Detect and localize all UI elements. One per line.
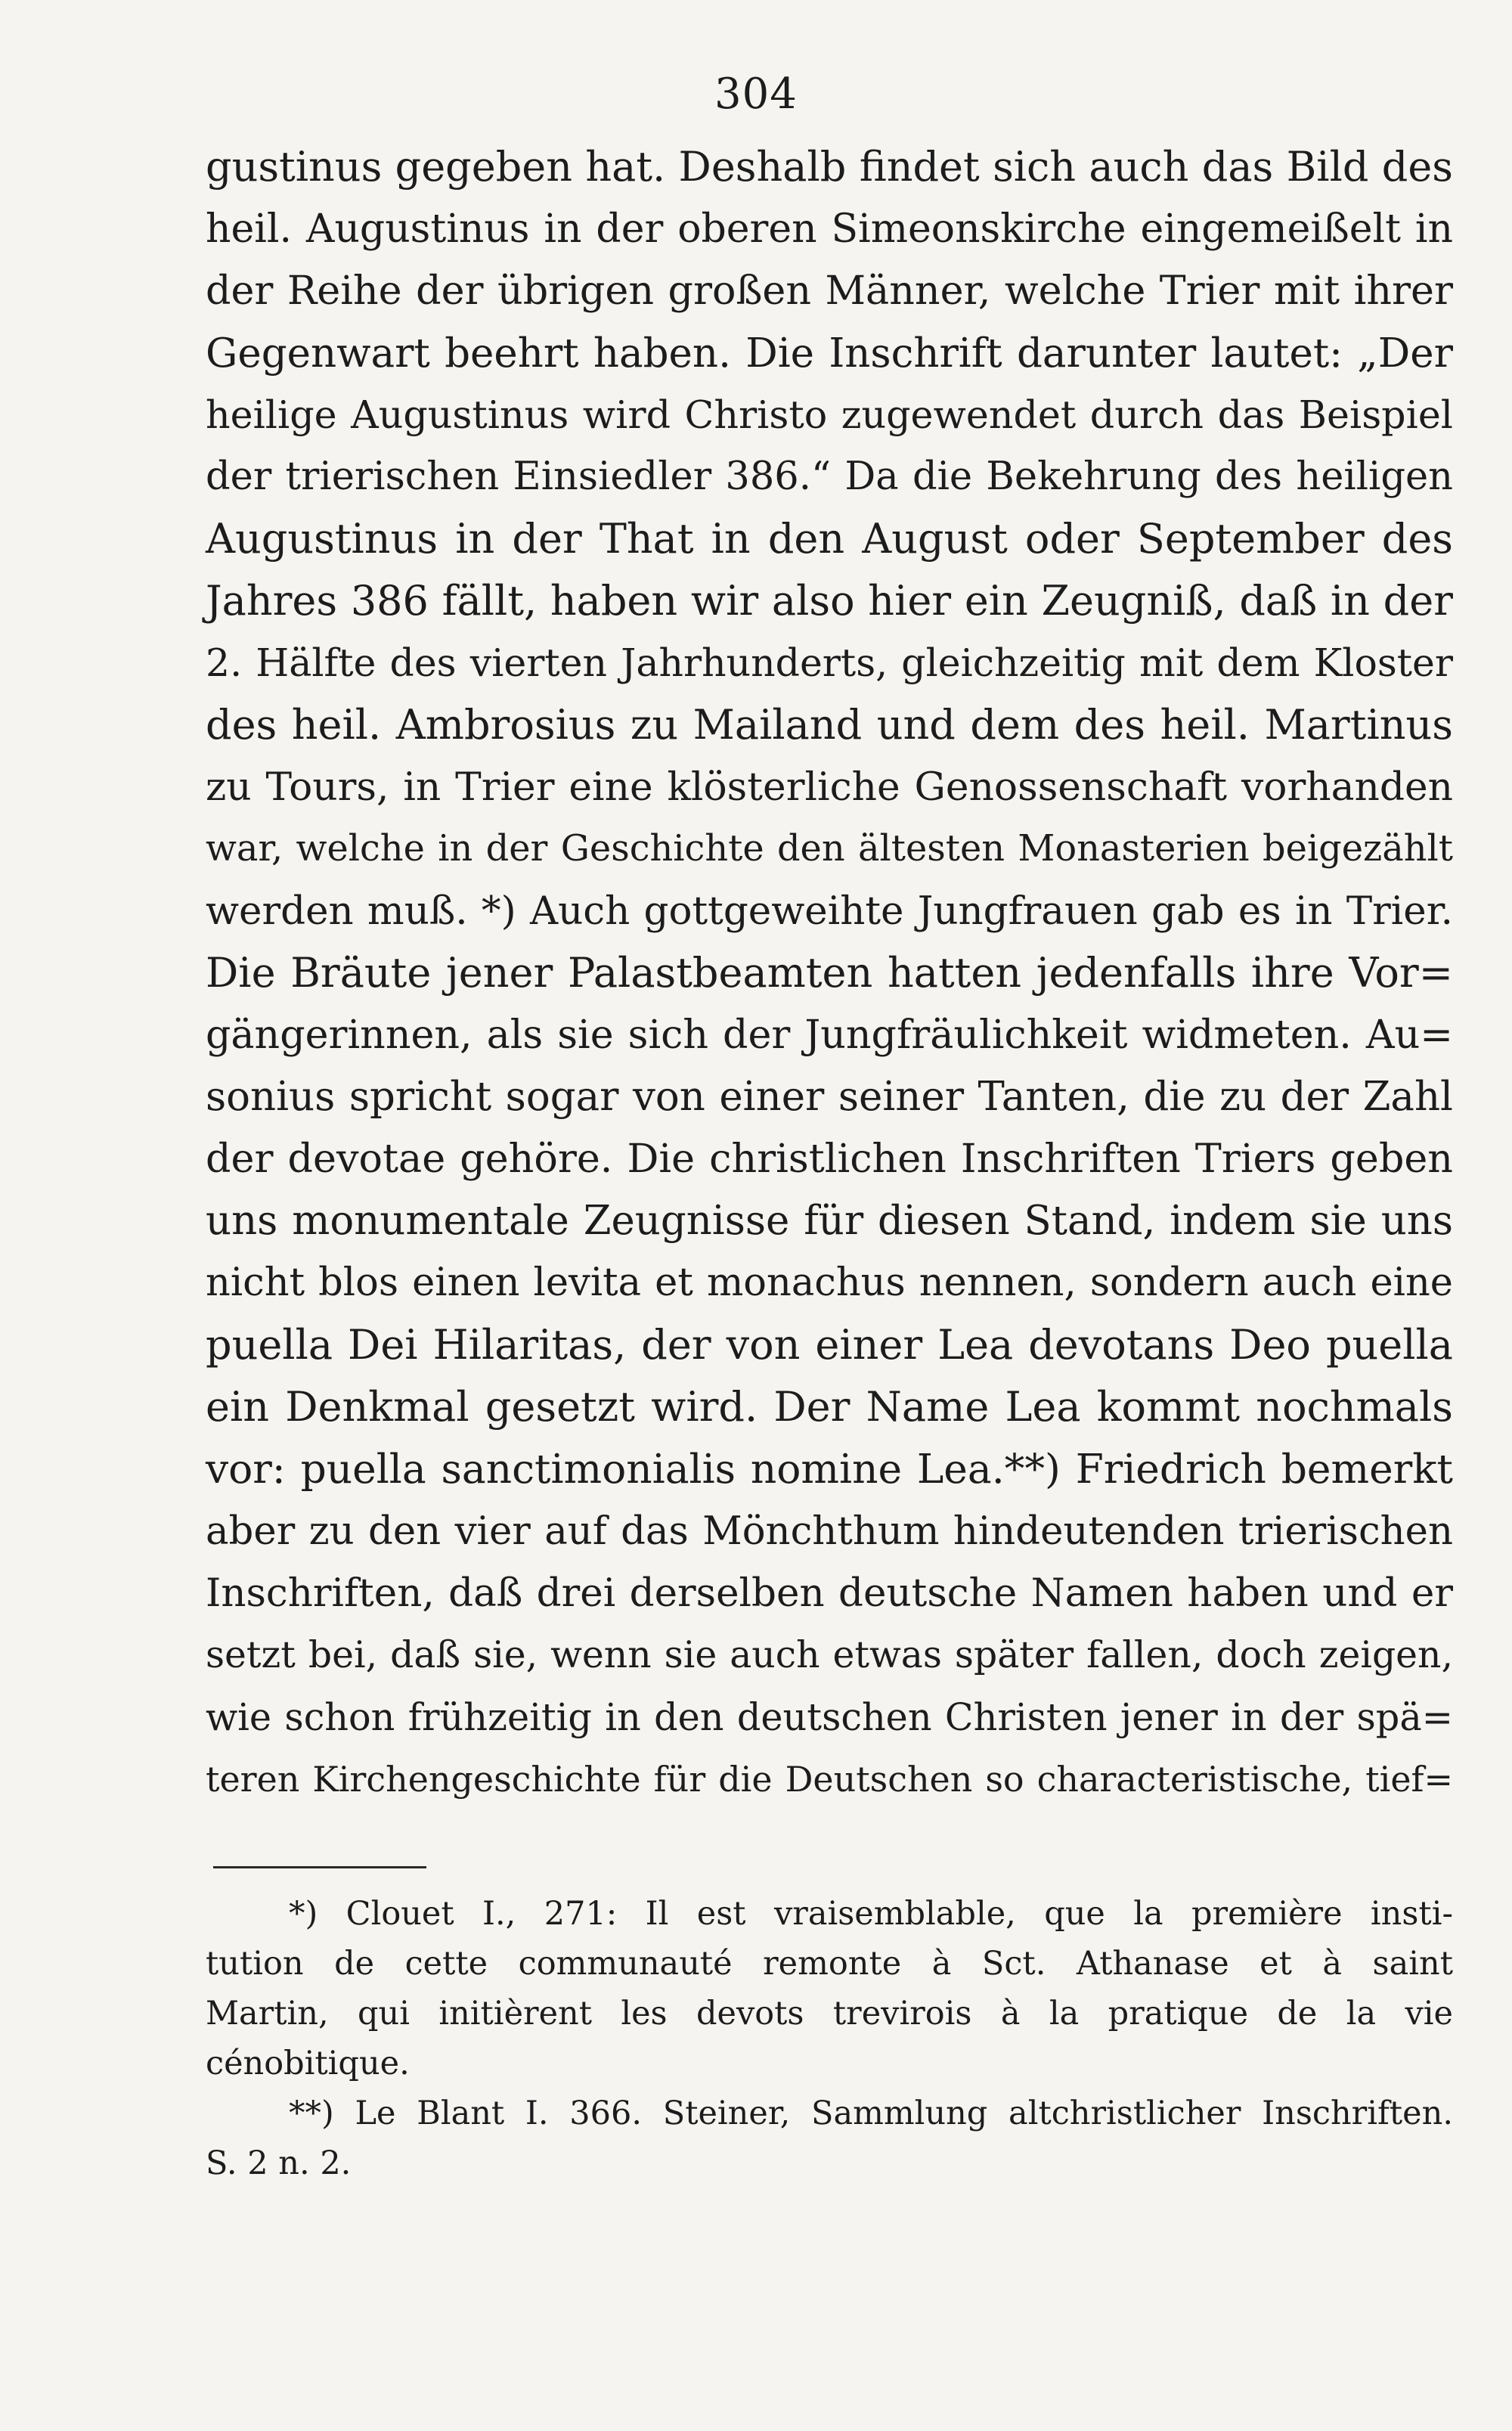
- page-number: 304: [714, 70, 798, 119]
- text-line: uns monumentale Zeugnisse für diesen Stand, indem sie uns: [206, 1198, 1453, 1244]
- footnote-1-line: Martin, qui initièrent les devots trevirois à la pratique de la vie: [206, 1995, 1453, 2033]
- text-line: puella Dei Hilaritas, der von einer Lea devotans Deo puella: [206, 1321, 1453, 1369]
- text-line: der devotae gehöre. Die christlichen Inschriften Triers geben: [206, 1136, 1453, 1182]
- text-line: zu Tours, in Trier eine klösterliche Genossenschaft vorhanden: [206, 764, 1453, 810]
- text-line: heilige Augustinus wird Christo zugewendet durch das Beispiel: [206, 392, 1453, 437]
- footnote-1-line: cénobitique.: [206, 2045, 410, 2082]
- text-line: setzt bei, daß sie, wenn sie auch etwas später fallen, doch zeigen,: [206, 1633, 1453, 1676]
- footnote-2-line: S. 2 n. 2.: [206, 2144, 352, 2182]
- text-line: Die Bräute jener Palastbeamten hatten jedenfalls ihre Vor=: [206, 949, 1453, 997]
- text-line: ein Denkmal gesetzt wird. Der Name Lea kommt nochmals: [206, 1383, 1453, 1431]
- text-line: 2. Hälfte des vierten Jahrhunderts, gleichzeitig mit dem Kloster: [206, 640, 1453, 685]
- footnotes: [206, 1889, 1453, 2188]
- text-line: aber zu den vier auf das Mönchthum hindeutenden trierischen: [206, 1509, 1453, 1554]
- text-line: Jahres 386 fällt, haben wir also hier ein Zeugniß, daß in der: [206, 577, 1453, 625]
- footnote-1-line: tution de cette communauté remonte à Sct. Athanase et à saint: [206, 1945, 1453, 1983]
- footnote-2-line: **) Le Blant I. 366. Steiner, Sammlung altchristlicher Inschriften.: [289, 2095, 1453, 2132]
- text-line: war, welche in der Geschichte den ältesten Monasterien beigezählt: [206, 828, 1453, 870]
- footnote-1-line: *) Clouet I., 271: Il est vraisemblable, que la première insti-: [289, 1895, 1453, 1933]
- text-line: teren Kirchengeschichte für die Deutschen so characteristische, tief=: [206, 1759, 1453, 1800]
- text-line: wie schon frühzeitig in den deutschen Christen jener in der spä=: [206, 1695, 1453, 1739]
- text-line: sonius spricht sogar von einer seiner Tanten, die zu der Zahl: [206, 1074, 1453, 1120]
- text-line: der trierischen Einsiedler 386.“ Da die Bekehrung des heiligen: [206, 454, 1453, 499]
- text-line: Inschriften, daß drei derselben deutsche Namen haben und er: [206, 1571, 1453, 1616]
- text-line: Augustinus in der That in den August oder September des: [206, 515, 1453, 563]
- text-line: werden muß. *) Auch gottgeweihte Jungfrauen gab es in Trier.: [206, 888, 1453, 934]
- text-line: nicht blos einen levita et monachus nennen, sondern auch eine: [206, 1260, 1453, 1305]
- text-line: gustinus gegeben hat. Deshalb findet sich auch das Bild des: [206, 143, 1453, 191]
- text-line: des heil. Ambrosius zu Mailand und dem des heil. Martinus: [206, 701, 1453, 749]
- text-line: Gegenwart beehrt haben. Die Inschrift darunter lautet: „Der: [206, 330, 1453, 377]
- footnote-divider: [213, 1866, 426, 1868]
- text-line: vor: puella sanctimonialis nomine Lea.**) Friedrich bemerkt: [206, 1445, 1453, 1493]
- main-text: [206, 136, 1453, 1810]
- text-line: gängerinnen, als sie sich der Jungfräulichkeit widmeten. Au=: [206, 1012, 1453, 1058]
- text-line: der Reihe der übrigen großen Männer, welche Trier mit ihrer: [206, 268, 1453, 314]
- text-line: heil. Augustinus in der oberen Simeonskirche eingemeißelt in: [206, 206, 1453, 252]
